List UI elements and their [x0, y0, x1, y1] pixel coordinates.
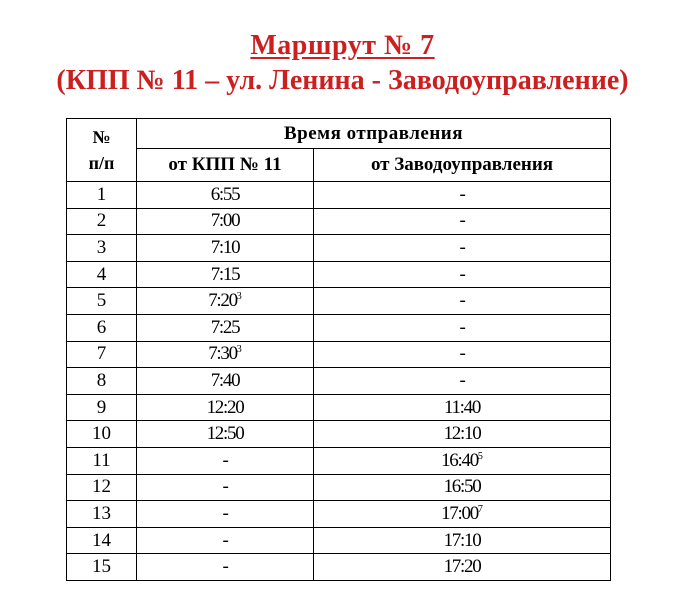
table-row [67, 368, 611, 395]
time-from-checkpoint [137, 341, 314, 368]
time-value: 11:40 [443, 396, 481, 418]
table-row [67, 501, 611, 528]
row-number: 5 [67, 288, 137, 315]
row-number: 3 [67, 235, 137, 262]
time-from-plant-office [314, 208, 611, 235]
time-value: 12:50 [206, 423, 244, 445]
time-from-plant-office [314, 235, 611, 262]
schedule-table [66, 118, 611, 581]
route-title: Маршрут № 7 [250, 30, 435, 61]
time-from-plant-office [314, 554, 611, 581]
time-footnote-marker: 3 [236, 344, 242, 356]
time-footnote-marker: 3 [236, 291, 242, 303]
time-from-plant-office [314, 368, 611, 395]
time-from-plant-office [314, 182, 611, 209]
time-from-checkpoint [137, 208, 314, 235]
table-row [67, 447, 611, 474]
time-value: 16:50 [443, 476, 481, 498]
time-footnote-marker: 5 [477, 450, 483, 462]
row-number: 10 [67, 421, 137, 448]
header-from-checkpoint: от КПП № 11 [137, 149, 314, 182]
time-from-plant-office [314, 501, 611, 528]
time-value: 7:25 [210, 316, 240, 338]
table-row [67, 288, 611, 315]
row-number: 1 [67, 182, 137, 209]
time-value: - [222, 476, 228, 498]
time-value: - [459, 369, 465, 391]
table-row [67, 394, 611, 421]
header-num-symbol: № [92, 127, 111, 147]
time-from-checkpoint [137, 314, 314, 341]
row-number: 11 [67, 447, 137, 474]
time-value: 17:00 [441, 502, 478, 524]
row-number: 9 [67, 394, 137, 421]
time-value: 7:20 [208, 290, 237, 312]
time-value: - [222, 449, 228, 471]
schedule-body [67, 182, 611, 581]
row-number: 15 [67, 554, 137, 581]
time-value: 17:20 [443, 556, 481, 578]
row-number: 4 [67, 261, 137, 288]
row-number: 2 [67, 208, 137, 235]
time-value: - [459, 290, 465, 312]
row-number: 12 [67, 474, 137, 501]
time-value: 17:10 [443, 529, 481, 551]
time-value: - [459, 343, 465, 365]
time-value: 16:40 [441, 449, 478, 471]
row-number: 6 [67, 314, 137, 341]
row-number: 8 [67, 368, 137, 395]
time-from-plant-office [314, 474, 611, 501]
table-row [67, 208, 611, 235]
time-from-plant-office [314, 261, 611, 288]
time-from-checkpoint [137, 421, 314, 448]
header-from-plant-office: от Заводоуправления [314, 149, 611, 182]
table-row [67, 421, 611, 448]
time-value: - [222, 529, 228, 551]
time-value: 12:20 [206, 396, 244, 418]
time-from-plant-office [314, 341, 611, 368]
time-from-checkpoint [137, 368, 314, 395]
time-from-checkpoint [137, 288, 314, 315]
time-value: 7:15 [210, 263, 240, 285]
time-from-plant-office [314, 288, 611, 315]
time-value: 7:00 [210, 210, 240, 232]
time-from-checkpoint [137, 554, 314, 581]
time-value: - [459, 263, 465, 285]
table-row [67, 235, 611, 262]
time-from-checkpoint [137, 501, 314, 528]
row-number: 14 [67, 527, 137, 554]
table-row [67, 341, 611, 368]
time-from-plant-office [314, 314, 611, 341]
time-from-checkpoint [137, 235, 314, 262]
time-footnote-marker: 7 [477, 503, 483, 515]
table-row [67, 527, 611, 554]
time-value: 7:30 [208, 343, 237, 365]
time-from-checkpoint [137, 527, 314, 554]
time-value: - [459, 236, 465, 258]
time-from-checkpoint [137, 447, 314, 474]
time-value: 6:55 [210, 183, 240, 205]
time-from-checkpoint [137, 261, 314, 288]
route-subtitle: (КПП № 11 – ул. Ленина - Заводоуправление) [56, 65, 629, 96]
time-value: - [459, 183, 465, 205]
time-from-checkpoint [137, 182, 314, 209]
table-row [67, 314, 611, 341]
header-num-abbr: п/п [88, 153, 115, 173]
time-from-plant-office [314, 421, 611, 448]
table-row [67, 554, 611, 581]
table-row [67, 261, 611, 288]
time-from-plant-office [314, 527, 611, 554]
table-row [67, 182, 611, 209]
row-number: 7 [67, 341, 137, 368]
time-from-checkpoint [137, 394, 314, 421]
time-value: 7:10 [210, 236, 240, 258]
header-row-number [67, 119, 137, 182]
time-value: - [459, 210, 465, 232]
time-from-plant-office [314, 394, 611, 421]
row-number: 13 [67, 501, 137, 528]
table-row [67, 474, 611, 501]
schedule-header [67, 119, 611, 182]
time-value: 7:40 [210, 369, 240, 391]
time-value: - [222, 502, 228, 524]
time-from-checkpoint [137, 474, 314, 501]
time-value: - [459, 316, 465, 338]
time-value: - [222, 556, 228, 578]
time-from-plant-office [314, 447, 611, 474]
time-value: 12:10 [443, 423, 481, 445]
header-departure-time: Время отправления [137, 119, 611, 149]
